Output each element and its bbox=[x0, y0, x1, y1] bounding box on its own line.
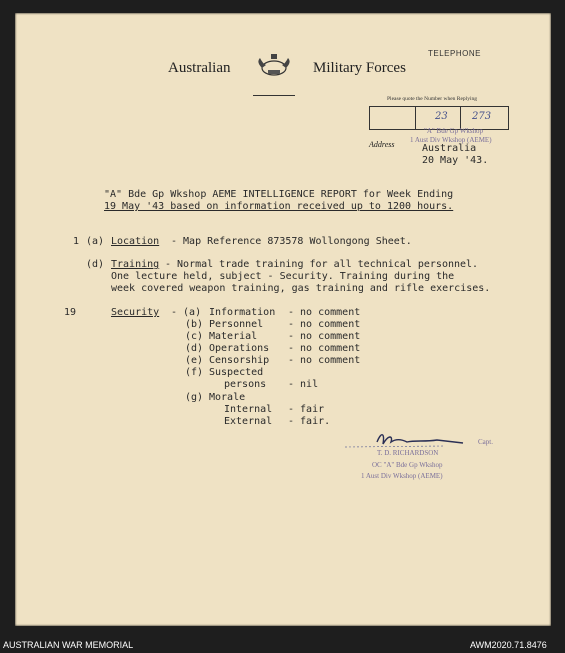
training-text: - Normal trade training for all technical personnel. bbox=[165, 259, 479, 270]
security-row-marker: (c) bbox=[185, 331, 204, 342]
address-date: 20 May '43. bbox=[422, 155, 489, 166]
stamp-top-line1: "A" Bde Gp Wkshop bbox=[424, 127, 484, 135]
location-number: 1 bbox=[73, 236, 80, 247]
security-row-value: - nil bbox=[288, 379, 319, 390]
security-row-item: persons bbox=[224, 379, 267, 390]
stamp-top-line2: 1 Aust Div Wkshop (AEME) bbox=[410, 136, 492, 144]
security-row-marker: (b) bbox=[185, 319, 204, 330]
ref-value-2: 273 bbox=[472, 111, 492, 122]
report-title-line1: "A" Bde Gp Wkshop AEME INTELLIGENCE REPORT for Week Ending bbox=[104, 189, 454, 200]
security-row-value: - no comment bbox=[288, 343, 361, 354]
security-row-item: Personnel bbox=[209, 319, 264, 330]
report-title-line2: 19 May '43 based on information received up to 1200 hours. bbox=[104, 201, 454, 212]
security-row-marker: - (a) bbox=[171, 307, 202, 318]
security-row-item: Material bbox=[209, 331, 258, 342]
training-line2: One lecture held, subject - Security. Training during the bbox=[111, 271, 455, 282]
security-row-value: - no comment bbox=[288, 355, 361, 366]
security-row-item: Censorship bbox=[209, 355, 270, 366]
ref-value-1: 23 bbox=[435, 111, 448, 122]
security-row-marker: (g) bbox=[185, 392, 204, 403]
security-row-value: - no comment bbox=[288, 331, 361, 342]
reply-note: Please quote the Number when Replying bbox=[387, 96, 477, 102]
footer-left: AUSTRALIAN WAR MEMORIAL bbox=[3, 640, 134, 650]
letterhead-rule bbox=[253, 95, 295, 96]
security-row-item: Suspected bbox=[209, 367, 264, 378]
security-number: 19 bbox=[64, 307, 77, 318]
security-row-item: External bbox=[224, 416, 273, 427]
signature-line2: OC "A" Bde Gp Wkshop bbox=[372, 461, 443, 469]
coat-of-arms-icon bbox=[254, 52, 294, 80]
signature-line3: 1 Aust Div Wkshop (AEME) bbox=[361, 472, 443, 480]
address-line1: Australia bbox=[422, 143, 477, 154]
address-label: Address bbox=[369, 140, 395, 149]
security-row-value: - no comment bbox=[288, 307, 361, 318]
signature-rank: Capt. bbox=[478, 438, 493, 446]
security-row-value: - fair. bbox=[288, 416, 331, 427]
security-row-marker: (d) bbox=[185, 343, 204, 354]
security-row-marker: (e) bbox=[185, 355, 204, 366]
training-marker: (d) bbox=[86, 259, 105, 270]
security-label: Security bbox=[111, 307, 160, 318]
training-label: Training bbox=[111, 259, 160, 270]
security-row-value: - no comment bbox=[288, 319, 361, 330]
letterhead-right: Military Forces bbox=[313, 60, 406, 76]
telephone-label: TELEPHONE bbox=[428, 49, 481, 58]
security-row-marker: (f) bbox=[185, 367, 204, 378]
location-text: - Map Reference 873578 Wollongong Sheet. bbox=[171, 236, 412, 247]
location-label: Location bbox=[111, 236, 160, 247]
security-row-item: Morale bbox=[209, 392, 246, 403]
letterhead-left: Australian bbox=[168, 60, 231, 76]
signature-name: T. D. RICHARDSON bbox=[377, 449, 439, 457]
location-marker: (a) bbox=[86, 236, 105, 247]
security-row-item: Information bbox=[209, 307, 276, 318]
security-row-item: Operations bbox=[209, 343, 270, 354]
training-line3: week covered weapon training, gas training and rifle exercises. bbox=[111, 283, 491, 294]
security-row-value: - fair bbox=[288, 404, 325, 415]
security-row-item: Internal bbox=[224, 404, 273, 415]
document-page bbox=[15, 13, 551, 626]
handwritten-signature bbox=[345, 428, 475, 450]
footer-right: AWM2020.71.8476 bbox=[470, 640, 547, 650]
